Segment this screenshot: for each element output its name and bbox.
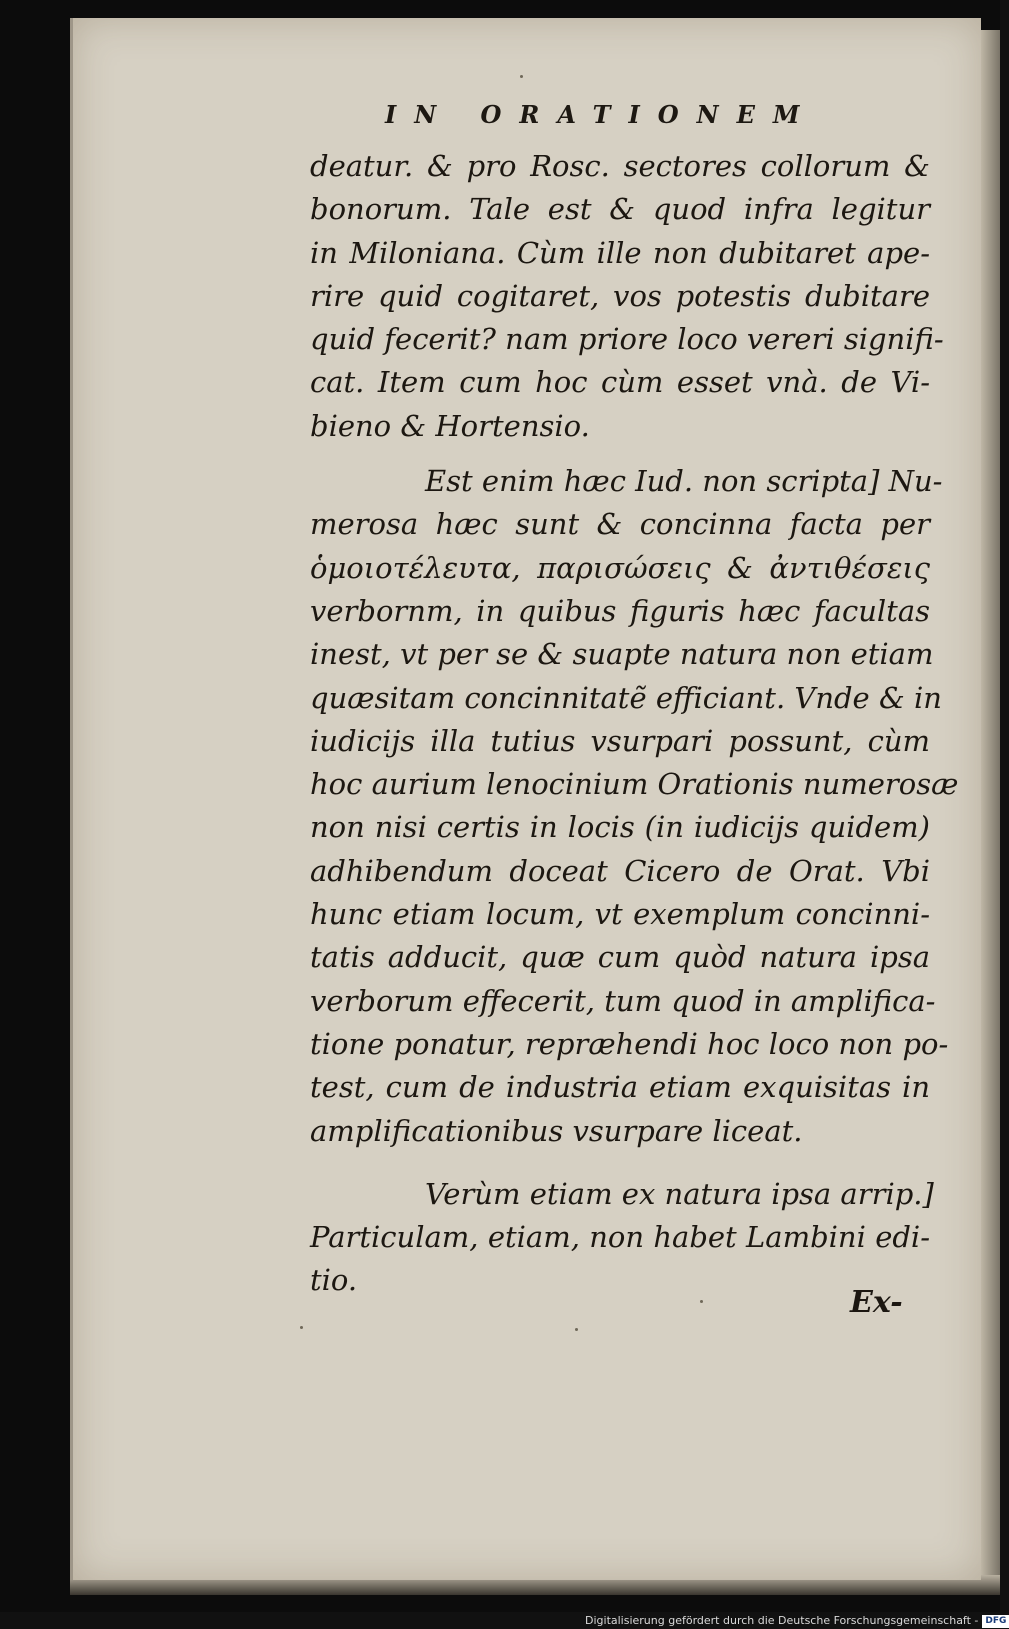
text-line: hunc etiam locum, vt exemplum concinni- bbox=[310, 897, 930, 932]
digitization-credit bbox=[585, 1612, 1007, 1629]
text-line: test, cum de industria etiam exquisitas in bbox=[310, 1070, 930, 1105]
text-line: rire quid cogitaret, vos potestis dubitare bbox=[310, 278, 930, 313]
text-line: verbornm, in quibus figuris hæc facultas bbox=[310, 593, 930, 628]
text-line: non nisi certis in locis (in iudicijs quidem) bbox=[310, 810, 930, 845]
text-line: deatur. & pro Rosc. sectores collorum & bbox=[310, 149, 930, 183]
dfg-logo: DFG bbox=[982, 1615, 1009, 1628]
text-line: Est enim hæc Iud. non scripta] Nu- bbox=[425, 464, 943, 499]
text-line: inest, vt per se & suapte natura non etiam bbox=[310, 637, 934, 672]
text-line: in Miloniana. Cùm ille non dubitaret ape- bbox=[310, 235, 930, 270]
text-line: tione ponatur, repræhendi hoc loco non po- bbox=[310, 1026, 949, 1061]
text-line: quæsitam concinnitatẽ efficiant. Vnde & in bbox=[310, 680, 942, 715]
paper-speck bbox=[300, 1326, 303, 1329]
paragraph-3 bbox=[310, 1173, 934, 1303]
text-line: adhibendum doceat Cicero de Orat. Vbi bbox=[310, 853, 930, 888]
paragraph-gap bbox=[310, 448, 930, 460]
paragraph-gap bbox=[310, 1153, 930, 1173]
text-line: cat. Item cum hoc cùm esset vnà. de Vi- bbox=[310, 365, 930, 400]
text-line: tatis adducit, quæ cum quòd natura ipsa bbox=[310, 940, 930, 975]
text-line: tio. bbox=[310, 1263, 358, 1298]
text-line: verborum effecerit, tum quod in amplifica- bbox=[310, 983, 936, 1018]
text-line: merosa hæc sunt & concinna facta per bbox=[310, 507, 930, 542]
text-line: Verùm etiam ex natura ipsa arrip.] bbox=[425, 1176, 934, 1211]
text-line: bieno & Hortensio. bbox=[310, 408, 590, 443]
text-line: iudicijs illa tutius vsurpari possunt, cùm bbox=[310, 723, 930, 758]
paper-speck bbox=[520, 75, 523, 78]
text-line: quid fecerit? nam priore loco vereri signifi- bbox=[310, 322, 944, 357]
text-line: Particulam, etiam, non habet Lambini edi- bbox=[310, 1220, 930, 1255]
paper-speck bbox=[575, 1328, 578, 1331]
catchword: Ex- bbox=[850, 1285, 903, 1320]
text-line: hoc aurium lenocinium Orationis numerosæ bbox=[310, 767, 959, 802]
text-line: ὁμοιοτέλευτα, παρισώσεις & ἀντιθέσεις bbox=[310, 550, 930, 585]
credit-text: Digitalisierung gefördert durch die Deutsche Forschungsgemeinschaft - bbox=[585, 1614, 979, 1627]
paragraph-2 bbox=[310, 460, 959, 1153]
text-line: bonorum. Tale est & quod infra legitur bbox=[310, 192, 930, 227]
paragraph-1 bbox=[310, 145, 944, 448]
running-head: IN ORATIONEM bbox=[385, 100, 818, 129]
text-line: amplificationibus vsurpare liceat. bbox=[310, 1113, 803, 1148]
body-text bbox=[310, 145, 959, 1303]
